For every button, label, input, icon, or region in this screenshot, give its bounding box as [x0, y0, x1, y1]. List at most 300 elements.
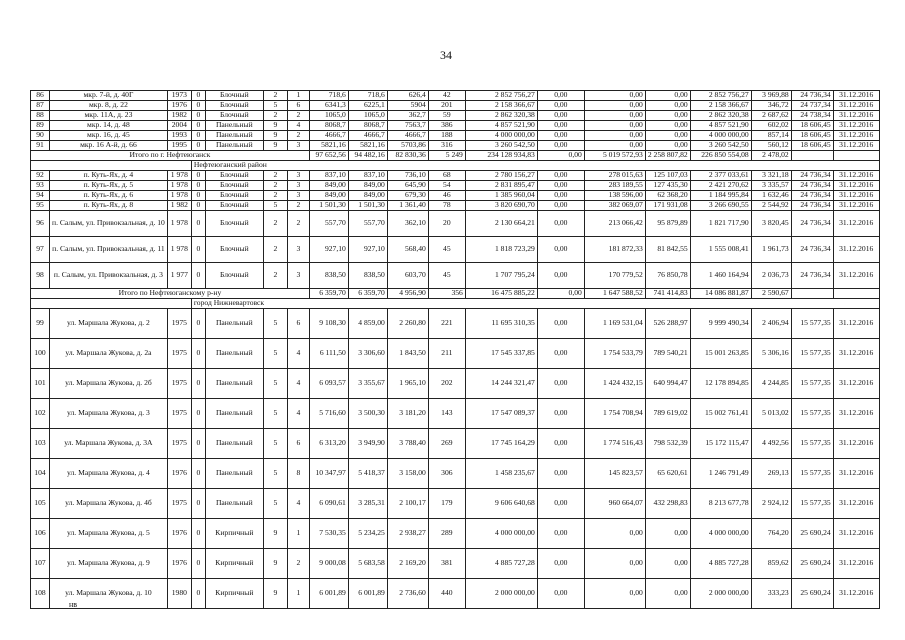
table-cell: 108 [31, 579, 50, 609]
table-cell: 0,00 [645, 131, 690, 141]
table-row [31, 211, 880, 237]
table-cell: 31.12.2016 [833, 519, 879, 549]
table-cell: п. Салым, ул. Привокзальная, д. 11 [50, 237, 168, 263]
table-cell: 31.12.2016 [833, 459, 879, 489]
table-cell: 17 547 089,37 [465, 399, 537, 429]
table-cell: 3 788,40 [387, 429, 428, 459]
table-cell: 5 716,60 [309, 399, 348, 429]
table-cell: 3 285,31 [348, 489, 387, 519]
table-cell: 188 [428, 131, 465, 141]
table-cell: 0 [191, 131, 205, 141]
table-cell: 718,6 [309, 91, 348, 101]
section-heading: Нефтеюганский район [191, 161, 879, 171]
table-cell: 381 [428, 549, 465, 579]
table-cell: 31.12.2016 [833, 101, 879, 111]
table-cell: 1976 [167, 549, 191, 579]
table-cell: 11 695 310,35 [465, 309, 537, 339]
table-cell: 1975 [167, 339, 191, 369]
table-cell: 316 [428, 141, 465, 151]
table-cell: 1993 [167, 131, 191, 141]
table-cell: 0,00 [537, 309, 584, 339]
table-cell: 6225,1 [348, 101, 387, 111]
total-cell: 0,00 [537, 151, 584, 161]
table-row [31, 399, 880, 429]
table-cell: 0 [191, 181, 205, 191]
table-cell: 15 001 263,85 [690, 339, 751, 369]
table-cell: 5 [263, 489, 287, 519]
table-cell: 95 [31, 201, 50, 211]
table-cell: 0 [191, 141, 205, 151]
table-cell: 17 745 164,29 [465, 429, 537, 459]
table-cell: 0,00 [537, 101, 584, 111]
table-cell: 0 [191, 201, 205, 211]
table-cell: 9 [263, 519, 287, 549]
table-cell: п. Куть-Ях, д. 8 [50, 201, 168, 211]
table-cell: 5 [263, 201, 287, 211]
table-cell: 15 577,35 [791, 429, 833, 459]
table-cell: 0,00 [537, 489, 584, 519]
table-cell: 6 313,20 [309, 429, 348, 459]
table-cell: 789 619,02 [645, 399, 690, 429]
total-row [31, 289, 880, 299]
table-cell: 31.12.2016 [833, 141, 879, 151]
table-cell: Блочный [205, 211, 263, 237]
table-cell: 0 [191, 237, 205, 263]
table-cell: 0 [191, 91, 205, 101]
table-cell: 4 000 000,00 [465, 519, 537, 549]
table-cell: 2 [287, 211, 309, 237]
table-cell: 1 458 235,67 [465, 459, 537, 489]
table-cell: 213 066,42 [584, 211, 645, 237]
footnote: нв [69, 600, 78, 609]
table-cell: ул. Маршала Жукова, д. 2б [50, 369, 168, 399]
table-cell: 104 [31, 459, 50, 489]
table-cell: 15 577,35 [791, 459, 833, 489]
table-cell: 0,00 [537, 519, 584, 549]
table-cell: 24 736,34 [791, 237, 833, 263]
table-cell: 2 [263, 263, 287, 289]
housing-register-table [30, 90, 880, 609]
table-cell: 0 [191, 429, 205, 459]
table-cell: 382 069,07 [584, 201, 645, 211]
table-cell: 8 [287, 459, 309, 489]
table-cell: 15 577,35 [791, 309, 833, 339]
table-cell: 679,30 [387, 191, 428, 201]
table-cell: Блочный [205, 91, 263, 101]
table-cell: 645,90 [387, 181, 428, 191]
table-cell: п. Куть-Ях, д. 4 [50, 171, 168, 181]
table-cell: 96 [31, 211, 50, 237]
table-cell: 5 [263, 309, 287, 339]
table-cell: 25 690,24 [791, 549, 833, 579]
table-cell: 2 736,60 [387, 579, 428, 609]
table-cell: 202 [428, 369, 465, 399]
table-cell: 3 820 690,70 [465, 201, 537, 211]
table-cell: 138 596,00 [584, 191, 645, 201]
table-cell: Блочный [205, 181, 263, 191]
table-cell: 6 090,61 [309, 489, 348, 519]
table-cell: 0,00 [584, 141, 645, 151]
table-cell: 107 [31, 549, 50, 579]
table-cell: 6 [287, 101, 309, 111]
table-cell: 9 [263, 549, 287, 579]
table-cell: 1976 [167, 459, 191, 489]
table-cell: 4666,7 [387, 131, 428, 141]
table-cell: 1 961,73 [751, 237, 791, 263]
table-cell: 3 355,67 [348, 369, 387, 399]
table-cell: Панельный [205, 309, 263, 339]
table-cell: 24 736,34 [791, 191, 833, 201]
table-cell: 0,00 [645, 519, 690, 549]
table-cell: ул. Маршала Жукова, д. 10 [50, 579, 168, 609]
table-cell: 6341,3 [309, 101, 348, 111]
table-cell: 0,00 [537, 141, 584, 151]
table-cell: 0 [191, 211, 205, 237]
table-cell: 2 [287, 111, 309, 121]
table-cell: 2 406,94 [751, 309, 791, 339]
table-cell: 181 872,33 [584, 237, 645, 263]
table-cell: 6 001,89 [309, 579, 348, 609]
table-cell: 5 683,58 [348, 549, 387, 579]
table-cell: 859,62 [751, 549, 791, 579]
table-cell: 31.12.2016 [833, 579, 879, 609]
table-cell: 3 [287, 263, 309, 289]
table-cell: 560,12 [751, 141, 791, 151]
table-cell: Блочный [205, 101, 263, 111]
table-cell: 626,4 [387, 91, 428, 101]
table-cell: 2 158 366,67 [465, 101, 537, 111]
table-cell: 7 530,35 [309, 519, 348, 549]
table-cell: 90 [31, 131, 50, 141]
table-cell: 283 189,55 [584, 181, 645, 191]
table-cell: 62 368,20 [645, 191, 690, 201]
section-row [31, 299, 880, 309]
table-cell: 45 [428, 263, 465, 289]
table-cell: 0 [191, 399, 205, 429]
table-cell: 101 [31, 369, 50, 399]
table-cell: Панельный [205, 121, 263, 131]
table-cell: 18 606,45 [791, 121, 833, 131]
table-cell: Панельный [205, 339, 263, 369]
table-cell: 3 260 542,50 [690, 141, 751, 151]
table-cell: 1 978 [167, 211, 191, 237]
table-cell: 88 [31, 111, 50, 121]
table-cell: ул. Маршала Жукова, д. 4б [50, 489, 168, 519]
table-cell: мкр. 8, д. 22 [50, 101, 168, 111]
table-cell: 4666,7 [348, 131, 387, 141]
table-cell: 1 977 [167, 263, 191, 289]
table-cell: 1 754 708,94 [584, 399, 645, 429]
table-cell: 221 [428, 309, 465, 339]
table-row [31, 339, 880, 369]
table-cell: 45 [428, 237, 465, 263]
table-cell: 89 [31, 121, 50, 131]
table-cell: 5703,86 [387, 141, 428, 151]
table-cell: Панельный [205, 141, 263, 151]
page-number: 34 [440, 48, 452, 62]
table-cell: 127 435,30 [645, 181, 690, 191]
table-row [31, 263, 880, 289]
table-cell: 849,00 [309, 181, 348, 191]
table-cell: Блочный [205, 111, 263, 121]
table-cell: 0 [191, 101, 205, 111]
table-cell: 857,14 [751, 131, 791, 141]
table-cell: 12 178 894,85 [690, 369, 751, 399]
table-cell: 31.12.2016 [833, 201, 879, 211]
table-cell: Кирпичный [205, 549, 263, 579]
total-row [31, 151, 880, 161]
table-cell: 7563,7 [387, 121, 428, 131]
table-cell: 3 266 690,55 [690, 201, 751, 211]
table-cell: 15 577,35 [791, 489, 833, 519]
table-cell: 346,72 [751, 101, 791, 111]
table-cell: 0 [191, 579, 205, 609]
table-cell: Панельный [205, 399, 263, 429]
table-cell: 1973 [167, 91, 191, 101]
table-cell: 6 [287, 309, 309, 339]
table-cell: 2 169,20 [387, 549, 428, 579]
table-cell: 0 [191, 549, 205, 579]
table-cell: ул. Маршала Жукова, д. 3А [50, 429, 168, 459]
section-row [31, 161, 880, 171]
table-cell: 1 555 008,41 [690, 237, 751, 263]
total-cell: 82 830,36 [387, 151, 428, 161]
total-cell: 5 019 572,93 [584, 151, 645, 161]
table-cell: 31.12.2016 [833, 263, 879, 289]
table-cell: 179 [428, 489, 465, 519]
total-cell: 2 590,67 [751, 289, 791, 299]
table-cell: 602,02 [751, 121, 791, 131]
table-cell: 849,00 [348, 181, 387, 191]
table-cell: 81 842,55 [645, 237, 690, 263]
table-cell: 289 [428, 519, 465, 549]
table-cell: 5 [263, 399, 287, 429]
table-cell: 125 107,03 [645, 171, 690, 181]
table-cell: 4 492,56 [751, 429, 791, 459]
total-cell: 4 956,90 [387, 289, 428, 299]
table-cell: 4 [287, 121, 309, 131]
table-cell: 9 000,08 [309, 549, 348, 579]
table-cell: 1 184 995,84 [690, 191, 751, 201]
table-cell: 25 690,24 [791, 579, 833, 609]
total-cell [791, 289, 833, 299]
total-cell: 234 128 934,83 [465, 151, 537, 161]
table-cell: 718,6 [348, 91, 387, 101]
table-cell: 3 949,90 [348, 429, 387, 459]
table-row [31, 121, 880, 131]
table-cell: 102 [31, 399, 50, 429]
total-label: Итого по Нефтеюганскому р-ну [31, 289, 310, 299]
table-cell: 306 [428, 459, 465, 489]
table-cell: 440 [428, 579, 465, 609]
table-cell: 3 969,88 [751, 91, 791, 101]
table-cell: 6 093,57 [309, 369, 348, 399]
table-cell: 54 [428, 181, 465, 191]
table-cell: 31.12.2016 [833, 171, 879, 181]
table-cell: 0 [191, 263, 205, 289]
table-cell: 4 885 727,28 [690, 549, 751, 579]
table-cell: 5 [263, 339, 287, 369]
total-cell: 0,00 [537, 289, 584, 299]
table-cell: 5 306,16 [751, 339, 791, 369]
table-cell: 3 [287, 181, 309, 191]
table-cell: 3 [287, 191, 309, 201]
table-cell: Панельный [205, 131, 263, 141]
table-cell: 86 [31, 91, 50, 101]
table-cell: ул. Маршала Жукова, д. 2 [50, 309, 168, 339]
table-cell: 3 [287, 141, 309, 151]
table-cell: 24 736,34 [791, 263, 833, 289]
table-row [31, 429, 880, 459]
table-cell: 6 [287, 429, 309, 459]
table-cell: 9 108,30 [309, 309, 348, 339]
table-cell: п. Салым, ул. Привокзальная, д. 10 [50, 211, 168, 237]
table-cell: 2 421 270,62 [690, 181, 751, 191]
table-cell: 2 924,12 [751, 489, 791, 519]
table-cell: 2 [263, 211, 287, 237]
table-cell: 1 978 [167, 237, 191, 263]
table-cell: 2 831 895,47 [465, 181, 537, 191]
table-cell: 14 244 321,47 [465, 369, 537, 399]
table-cell: 0 [191, 309, 205, 339]
table-cell: 1975 [167, 369, 191, 399]
table-row [31, 459, 880, 489]
table-row [31, 91, 880, 101]
table-cell: 0,00 [537, 191, 584, 201]
table-cell: 106 [31, 519, 50, 549]
total-label: Итого по г. Нефтеюганск [31, 151, 310, 161]
table-row [31, 141, 880, 151]
table-cell: Панельный [205, 369, 263, 399]
table-cell: 3 181,20 [387, 399, 428, 429]
table-cell: 17 545 337,85 [465, 339, 537, 369]
table-cell: Панельный [205, 489, 263, 519]
table-cell: 31.12.2016 [833, 489, 879, 519]
table-cell: 0 [191, 339, 205, 369]
table-cell: 2 [263, 191, 287, 201]
table-cell: 4 [287, 339, 309, 369]
table-cell: 2 852 756,27 [465, 91, 537, 101]
table-cell: 1975 [167, 309, 191, 339]
section-spacer [31, 299, 192, 309]
table-cell: 3 260 542,50 [465, 141, 537, 151]
table-cell: 432 298,83 [645, 489, 690, 519]
table-cell: 4 [287, 369, 309, 399]
table-cell: 78 [428, 201, 465, 211]
table-cell: 31.12.2016 [833, 121, 879, 131]
table-cell: 0,00 [537, 339, 584, 369]
total-cell: 6 359,70 [309, 289, 348, 299]
table-cell: п. Салым, ул. Привокзальная, д. 3 [50, 263, 168, 289]
table-cell: 5 234,25 [348, 519, 387, 549]
table-cell: 4 857 521,90 [690, 121, 751, 131]
table-cell: 0,00 [645, 141, 690, 151]
table-cell: 4 859,00 [348, 309, 387, 339]
table-cell: 5 013,02 [751, 399, 791, 429]
table-cell: 0,00 [537, 181, 584, 191]
table-cell: 0,00 [537, 91, 584, 101]
table-cell: 0,00 [537, 211, 584, 237]
table-cell: 0 [191, 111, 205, 121]
table-cell: 0,00 [537, 549, 584, 579]
total-cell: 16 475 885,22 [465, 289, 537, 299]
table-row [31, 489, 880, 519]
table-cell: 20 [428, 211, 465, 237]
table-row [31, 101, 880, 111]
table-cell: 65 620,61 [645, 459, 690, 489]
table-cell: 2 000 000,00 [465, 579, 537, 609]
table-cell: 0,00 [645, 101, 690, 111]
table-cell: 100 [31, 339, 50, 369]
table-cell: 3 500,30 [348, 399, 387, 429]
table-cell: 31.12.2016 [833, 429, 879, 459]
total-cell: 356 [428, 289, 465, 299]
table-cell: 837,10 [309, 171, 348, 181]
table-cell: 736,10 [387, 171, 428, 181]
table-cell: 76 850,78 [645, 263, 690, 289]
table-cell: 838,50 [348, 263, 387, 289]
table-cell: 1982 [167, 111, 191, 121]
table-cell: 24 736,34 [791, 211, 833, 237]
table-cell: 5 [263, 459, 287, 489]
table-cell: 0,00 [584, 121, 645, 131]
table-cell: 25 690,24 [791, 519, 833, 549]
table-cell: 849,00 [309, 191, 348, 201]
table-cell: 640 994,47 [645, 369, 690, 399]
table-cell: 8 213 677,78 [690, 489, 751, 519]
table-cell: 1 424 432,15 [584, 369, 645, 399]
table-cell: 9 [263, 131, 287, 141]
table-cell: 24 736,34 [791, 171, 833, 181]
table-cell: 362,7 [387, 111, 428, 121]
table-cell: 0,00 [537, 111, 584, 121]
table-cell: 8068,7 [309, 121, 348, 131]
table-cell: ул. Маршала Жукова, д. 9 [50, 549, 168, 579]
table-cell: 1975 [167, 399, 191, 429]
table-cell: 0,00 [537, 459, 584, 489]
total-cell: 97 652,56 [309, 151, 348, 161]
table-cell: 1 [287, 519, 309, 549]
table-cell: 4 000 000,00 [465, 131, 537, 141]
table-row [31, 549, 880, 579]
table-cell: 1 246 791,49 [690, 459, 751, 489]
table-cell: 24 736,34 [791, 181, 833, 191]
table-cell: 31.12.2016 [833, 339, 879, 369]
table-cell: 1 982 [167, 201, 191, 211]
table-cell: 24 736,34 [791, 91, 833, 101]
table-cell: 1 [287, 579, 309, 609]
table-cell: 1975 [167, 429, 191, 459]
table-cell: 1980 [167, 579, 191, 609]
table-cell: 2 130 664,21 [465, 211, 537, 237]
table-cell: 1 965,10 [387, 369, 428, 399]
table-cell: 764,20 [751, 519, 791, 549]
table-cell: 0,00 [537, 263, 584, 289]
table-cell: 31.12.2016 [833, 237, 879, 263]
table-cell: 0,00 [584, 91, 645, 101]
table-cell: 1 385 960,04 [465, 191, 537, 201]
table-cell: 0,00 [645, 579, 690, 609]
table-cell: 2 [263, 111, 287, 121]
table-cell: 94 [31, 191, 50, 201]
table-cell: 0,00 [537, 237, 584, 263]
table-cell: 31.12.2016 [833, 369, 879, 399]
table-cell: 2 036,73 [751, 263, 791, 289]
table-cell: 2 377 033,61 [690, 171, 751, 181]
table-cell: 10 347,97 [309, 459, 348, 489]
table-cell: 15 002 761,41 [690, 399, 751, 429]
total-cell: 741 414,83 [645, 289, 690, 299]
